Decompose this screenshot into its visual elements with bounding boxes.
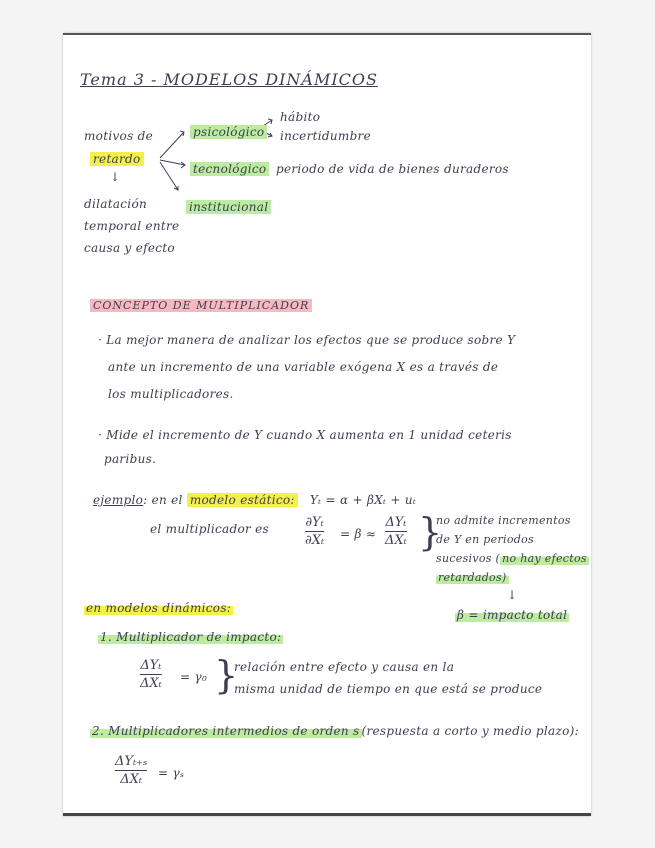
bullet1-line-2: ante un incremento de una variable exógena X es a través de <box>108 360 499 374</box>
delta-fraction: ΔYₜ ΔXₜ <box>385 515 407 548</box>
intermediate-equation: = γₛ <box>158 766 185 780</box>
impact-multiplier-label: 1. Multiplicador de impacto: <box>100 630 282 644</box>
intermediate-multiplier-label: 2. Multiplicadores intermedios de orden s (respuesta a corto y medio plazo): <box>92 724 579 738</box>
multiplier-text: el multiplicador es <box>150 522 270 536</box>
impact-desc-line-1: relación entre efecto y causa en la <box>234 660 455 674</box>
beta-equals: = β ≈ <box>340 527 377 541</box>
note-line-3: sucesivos ( no hay efectos <box>436 552 587 565</box>
psicologico-label: psicológico <box>190 125 267 139</box>
note-line-1: no admite incrementos <box>436 514 571 527</box>
dynamic-intro: en modelos dinámicos: <box>86 601 232 615</box>
intermediate-fraction: ΔYₜ₊ₛ ΔXₜ <box>115 754 148 787</box>
example-line: ejemplo: en el modelo estático: Yₜ = α + βXₜ + uₜ <box>93 493 417 507</box>
tecnologico-label: tecnológico <box>190 162 269 176</box>
total-impact-arrow: ↓ <box>507 588 518 602</box>
impact-brace: } <box>214 653 239 697</box>
note-brace: } <box>418 510 443 554</box>
bullet2-line-2: paribus. <box>104 452 157 466</box>
dilatacion-line-2: temporal entre <box>84 219 180 233</box>
motivos-text: motivos de <box>84 129 154 143</box>
dilatacion-line-1: dilatación <box>84 197 147 211</box>
incertidumbre-text: incertidumbre <box>280 129 371 143</box>
institucional-label: institucional <box>186 200 271 214</box>
dilatacion-line-3: causa y efecto <box>84 241 175 255</box>
bullet2-line-1: · Mide el incremento de Y cuando X aumenta en 1 unidad ceteris <box>98 428 512 442</box>
impact-desc-line-2: misma unidad de tiempo en que está se produce <box>234 682 543 696</box>
habito-text: hábito <box>280 110 321 124</box>
page-title: Tema 3 - MODELOS DINÁMICOS <box>80 70 378 89</box>
tecnologico-desc: periodo de vida de bienes duraderos <box>276 162 509 176</box>
notebook-page <box>63 33 591 816</box>
retardo-label: retardo <box>90 152 144 166</box>
impact-equation: = γ₀ <box>180 670 208 684</box>
retardo-arrow: ↓ <box>110 170 121 184</box>
bullet1-line-3: los multiplicadores. <box>108 387 234 401</box>
impact-fraction: ΔYₜ ΔXₜ <box>140 658 162 691</box>
note-line-2: de Y en periodos <box>436 533 534 546</box>
branch-arrows <box>0 0 1 1</box>
total-impact-label: β = impacto total <box>457 608 568 622</box>
multiplicador-heading: CONCEPTO DE MULTIPLICADOR <box>90 299 312 312</box>
partial-derivative: ∂Yₜ ∂Xₜ <box>305 515 325 548</box>
note-line-4: retardados) <box>438 571 507 584</box>
bullet1-line-1: · La mejor manera de analizar los efectos que se produce sobre Y <box>98 333 516 347</box>
